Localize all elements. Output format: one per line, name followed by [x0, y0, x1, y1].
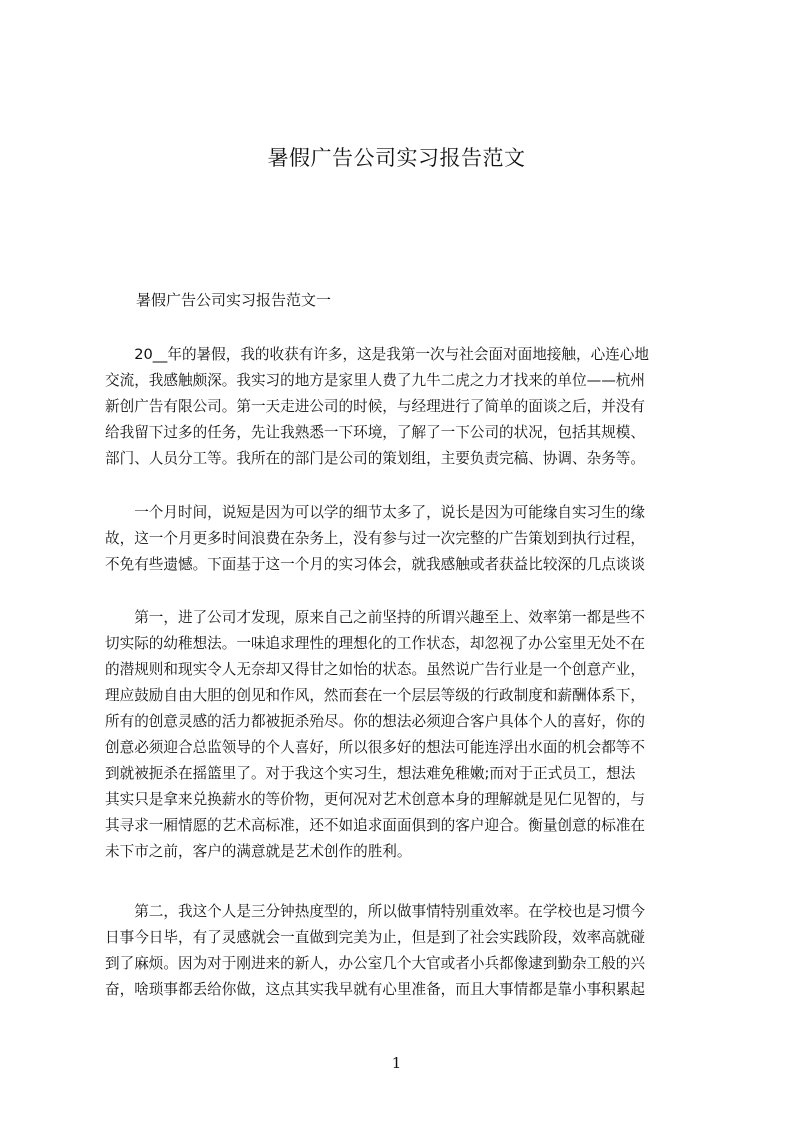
- text-line: 未下市之前，客户的满意就是艺术创作的胜利。: [105, 843, 412, 860]
- text-line: 理应鼓励自由大胆的创见和作风，然而套在一个层层等级的行政制度和薪酬体系下，: [105, 687, 645, 704]
- text-line: 第二，我这个人是三分钟热度型的，所以做事情特别重效率。在学校也是习惯今: [105, 903, 645, 920]
- text-line: 的潜规则和现实令人无奈却又得甘之如怡的状态。虽然说广告行业是一个创意产业，: [105, 661, 645, 678]
- text-line: 一个月时间，说短是因为可以学的细节太多了，说长是因为可能缘自实习生的缘: [105, 504, 645, 521]
- text-line: 所有的创意灵感的活力都被扼杀殆尽。你的想法必须迎合客户具体个人的喜好，你的: [105, 713, 645, 730]
- text-line: 到了麻烦。因为对于刚进来的新人，办公室几个大官或者小兵都像逮到勤杂工般的兴: [105, 955, 645, 972]
- text-line: 不免有些遗憾。下面基于这一个月的实习体会，就我感触或者获益比较深的几点谈谈: [105, 556, 645, 573]
- text-line: 日事今日毕，有了灵感就会一直做到完美为止，但是到了社会实践阶段，效率高就碰: [105, 929, 645, 946]
- text-line: 切实际的幼稚想法。一味追求理性的理想化的工作状态，却忽视了办公室里无处不在: [105, 635, 645, 652]
- text-line: 到就被扼杀在摇篮里了。对于我这个实习生，想法难免稚嫩;而对于正式员工，想法: [105, 765, 636, 782]
- text-line: 新创广告有限公司。第一天走进公司的时候，与经理进行了简单的面谈之后，并没有: [105, 398, 645, 415]
- text-line: 20__年的暑假，我的收获有许多，这是我第一次与社会面对面地接触，心连心地: [105, 346, 649, 363]
- section-heading: 暑假广告公司实习报告范文一: [136, 291, 332, 309]
- text-line: 部门、人员分工等。我所在的部门是公司的策划组，主要负责完稿、协调、杂务等。: [105, 450, 645, 467]
- document-title: 暑假广告公司实习报告范文: [267, 146, 526, 170]
- paragraph-1: [105, 342, 700, 472]
- text-line: 故，这一个月更多时间浪费在杂务上，没有参与过一次完整的广告策划到执行过程，: [105, 530, 645, 547]
- text-line: 其寻求一厢情愿的艺术高标准，还不如追求面面俱到的客户迎合。衡量创意的标准在: [105, 817, 645, 834]
- text-line: 其实只是拿来兑换薪水的等价物，更何况对艺术创意本身的理解就是见仁见智的，与: [105, 791, 645, 808]
- page-number: 1: [391, 1054, 402, 1072]
- text-line: 第一，进了公司才发现，原来自己之前坚持的所谓兴趣至上、效率第一都是些不: [105, 609, 645, 626]
- paragraph-3: [105, 605, 700, 865]
- paragraph-4: [105, 899, 700, 1003]
- text-line: 给我留下过多的任务，先让我熟悉一下环境，了解了一下公司的状况，包括其规模、: [105, 424, 645, 441]
- text-line: 交流，我感触颇深。我实习的地方是家里人费了九牛二虎之力才找来的单位——杭州: [105, 372, 645, 389]
- paragraph-2: [105, 500, 700, 578]
- text-line: 奋，啥琐事都丢给你做，这点其实我早就有心里准备，而且大事情都是靠小事积累起: [105, 981, 645, 998]
- text-line: 创意必须迎合总监领导的个人喜好，所以很多好的想法可能连浮出水面的机会都等不: [105, 739, 645, 756]
